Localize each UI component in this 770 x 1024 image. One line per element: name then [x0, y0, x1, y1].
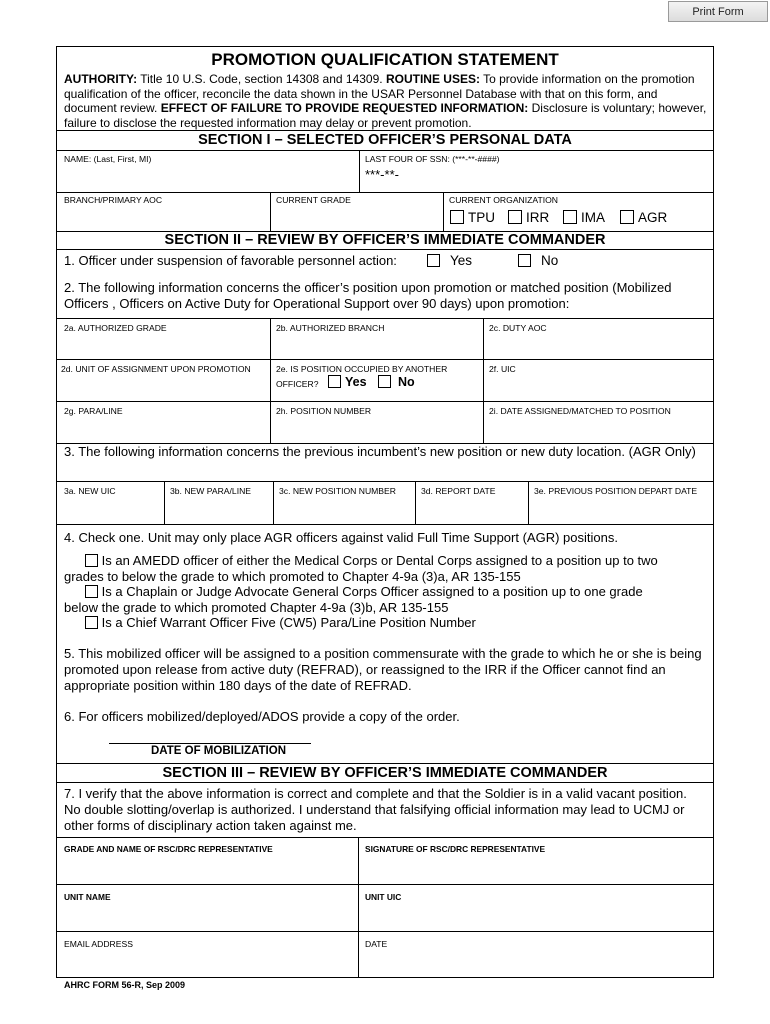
- irr-checkbox[interactable]: [508, 210, 522, 224]
- divider: [57, 884, 713, 885]
- unit-uic-label: UNIT UIC: [365, 892, 402, 902]
- form-number: AHRC FORM 56-R, Sep 2009: [64, 980, 186, 990]
- form-title: PROMOTION QUALIFICATION STATEMENT: [211, 50, 559, 69]
- q4-option-2-checkbox[interactable]: [85, 585, 98, 598]
- field-2h-label: 2h. POSITION NUMBER: [276, 406, 372, 416]
- mobilization-date-line[interactable]: [109, 743, 311, 744]
- question-3: 3. The following information concerns the previous incumbent’s new position or new duty location. (AGR Only): [64, 444, 696, 459]
- divider: [270, 318, 271, 443]
- 2e-no-checkbox[interactable]: [378, 375, 391, 388]
- field-3d-label: 3d. REPORT DATE: [421, 486, 496, 496]
- field-3a-label: 3a. NEW UIC: [64, 486, 116, 496]
- divider: [57, 763, 713, 764]
- ima-checkbox[interactable]: [563, 210, 577, 224]
- effect-label: EFFECT OF FAILURE TO PROVIDE REQUESTED INFORMATION:: [160, 101, 529, 116]
- promotion-qualification-form: [56, 46, 714, 978]
- divider: [57, 524, 713, 525]
- divider: [57, 837, 713, 838]
- section-1-heading: SECTION I – SELECTED OFFICER’S PERSONAL DATA: [198, 132, 572, 148]
- divider: [57, 130, 713, 131]
- routine-uses-label: ROUTINE USES:: [385, 72, 480, 86]
- authority-label: AUTHORITY:: [64, 72, 138, 86]
- question-4: 4. Check one. Unit may only place AGR officers against valid Full Time Support (AGR) positions.: [64, 530, 618, 545]
- field-2a-label: 2a. AUTHORIZED GRADE: [64, 323, 167, 333]
- divider: [57, 401, 713, 402]
- field-2b-label: 2b. AUTHORIZED BRANCH: [276, 323, 385, 333]
- divider: [57, 249, 713, 250]
- q4-option-1[interactable]: Is an AMEDD officer of either the Medical Corps or Dental Corps assigned to a position up to two grades to below the grade to which promoted to Chapter 4-9a (3)a, AR 135-155: [64, 553, 658, 584]
- authority-text: Title 10 U.S. Code, section 14308 and 14309.: [137, 72, 386, 86]
- 2e-yes-checkbox[interactable]: [328, 375, 341, 388]
- signature-label: SIGNATURE OF RSC/DRC REPRESENTATIVE: [365, 844, 546, 854]
- 2e-option-no[interactable]: No: [378, 375, 415, 389]
- field-3c-label: 3c. NEW POSITION NUMBER: [279, 486, 396, 496]
- divider: [57, 931, 713, 932]
- ssn-field[interactable]: ***-**-: [365, 167, 399, 182]
- field-2c-label: 2c. DUTY AOC: [489, 323, 547, 333]
- branch-label: BRANCH/PRIMARY AOC: [64, 195, 163, 205]
- field-2i-label: 2i. DATE ASSIGNED/MATCHED TO POSITION: [489, 406, 671, 416]
- divider: [270, 192, 271, 231]
- field-2g-label: 2g. PARA/LINE: [64, 406, 123, 416]
- q1-yes-checkbox[interactable]: [427, 254, 440, 267]
- question-5: 5. This mobilized officer will be assigned to a position commensurate with the grade to which he or she is being promoted upon release from active duty (REFRAD), or reassigned to the IRR if the Officer cannot find an appropriate position within 180 days of the date of REFRAD.: [64, 646, 702, 693]
- divider: [57, 318, 713, 319]
- question-2: 2. The following information concerns the officer’s position upon promotion or matched position (Mobilized Officers , Officers on Active Duty for Operational Support over 90 days) upon promotion:: [64, 280, 672, 311]
- field-2d-label: 2d. UNIT OF ASSIGNMENT UPON PROMOTION: [61, 364, 251, 374]
- grade-label: CURRENT GRADE: [276, 195, 351, 205]
- unit-name-label: UNIT NAME: [64, 892, 111, 902]
- divider: [358, 837, 359, 977]
- field-3e-label: 3e. PREVIOUS POSITION DEPART DATE: [534, 486, 698, 496]
- divider: [57, 359, 713, 360]
- q4-option-1-checkbox[interactable]: [85, 554, 98, 567]
- field-3b-label: 3b. NEW PARA/LINE: [170, 486, 252, 496]
- divider: [164, 481, 165, 524]
- q4-option-2[interactable]: Is a Chaplain or Judge Advocate General Corps Officer assigned to a position up to one grade below the grade to which promoted Chapter 4-9a (3)b, AR 135-155: [64, 584, 643, 615]
- agr-checkbox[interactable]: [620, 210, 634, 224]
- q1-no-checkbox[interactable]: [518, 254, 531, 267]
- section-3-heading: SECTION III – REVIEW BY OFFICER’S IMMEDIATE COMMANDER: [162, 765, 608, 781]
- divider: [415, 481, 416, 524]
- org-option-tpu[interactable]: TPU: [450, 210, 495, 225]
- divider: [57, 150, 713, 151]
- org-option-irr[interactable]: IRR: [508, 210, 549, 225]
- divider: [57, 192, 713, 193]
- effect-text: Disclosure is voluntary; however, failure to disclose the requested information may delay or prevent promotion.: [64, 101, 707, 130]
- divider: [57, 481, 713, 482]
- field-2e-label: 2e. IS POSITION OCCUPIED BY ANOTHER: [276, 364, 448, 374]
- 2e-option-yes[interactable]: Yes: [328, 375, 367, 389]
- divider: [273, 481, 274, 524]
- q4-option-3[interactable]: Is a Chief Warrant Officer Five (CW5) Para/Line Position Number: [64, 615, 712, 631]
- mobilization-date-label: DATE OF MOBILIZATION: [151, 745, 287, 757]
- ssn-label: LAST FOUR OF SSN: (***-**-####): [365, 154, 500, 164]
- divider: [443, 192, 444, 231]
- org-label: CURRENT ORGANIZATION: [449, 195, 559, 205]
- org-option-agr[interactable]: AGR: [620, 210, 667, 225]
- name-label: NAME: (Last, First, MI): [64, 154, 152, 164]
- section-2-heading: SECTION II – REVIEW BY OFFICER’S IMMEDIATE COMMANDER: [164, 232, 606, 248]
- email-label: EMAIL ADDRESS: [64, 939, 133, 949]
- question-6: 6. For officers mobilized/deployed/ADOS provide a copy of the order.: [64, 709, 460, 724]
- authority-statement: [64, 72, 708, 130]
- question-1: 1. Officer under suspension of favorable personnel action:: [64, 253, 397, 268]
- divider: [57, 782, 713, 783]
- divider: [528, 481, 529, 524]
- field-2e-label-2: OFFICER?: [276, 379, 319, 389]
- org-option-ima[interactable]: IMA: [563, 210, 605, 225]
- date-label: DATE: [365, 939, 388, 949]
- tpu-checkbox[interactable]: [450, 210, 464, 224]
- grade-name-label: GRADE AND NAME OF RSC/DRC REPRESENTATIVE: [64, 844, 273, 854]
- routine-uses-text: To provide information on the promotion qualification of the officer, reconcile the data shown in the USAR Personnel Database with that on this form, and document review.: [64, 72, 695, 116]
- q4-option-3-checkbox[interactable]: [85, 616, 98, 629]
- q1-option-no[interactable]: No: [518, 253, 558, 268]
- field-2f-label: 2f. UIC: [489, 364, 516, 374]
- print-form-button[interactable]: Print Form: [668, 1, 768, 22]
- question-7: 7. I verify that the above information is correct and complete and that the Soldier is in a valid vacant position. No double slotting/overlap is authorized. I understand that falsifying official information may lead to UCMJ or other forms of disciplinary action taken against me.: [64, 786, 687, 833]
- divider: [483, 318, 484, 443]
- divider: [359, 150, 360, 192]
- q1-option-yes[interactable]: Yes: [427, 253, 472, 268]
